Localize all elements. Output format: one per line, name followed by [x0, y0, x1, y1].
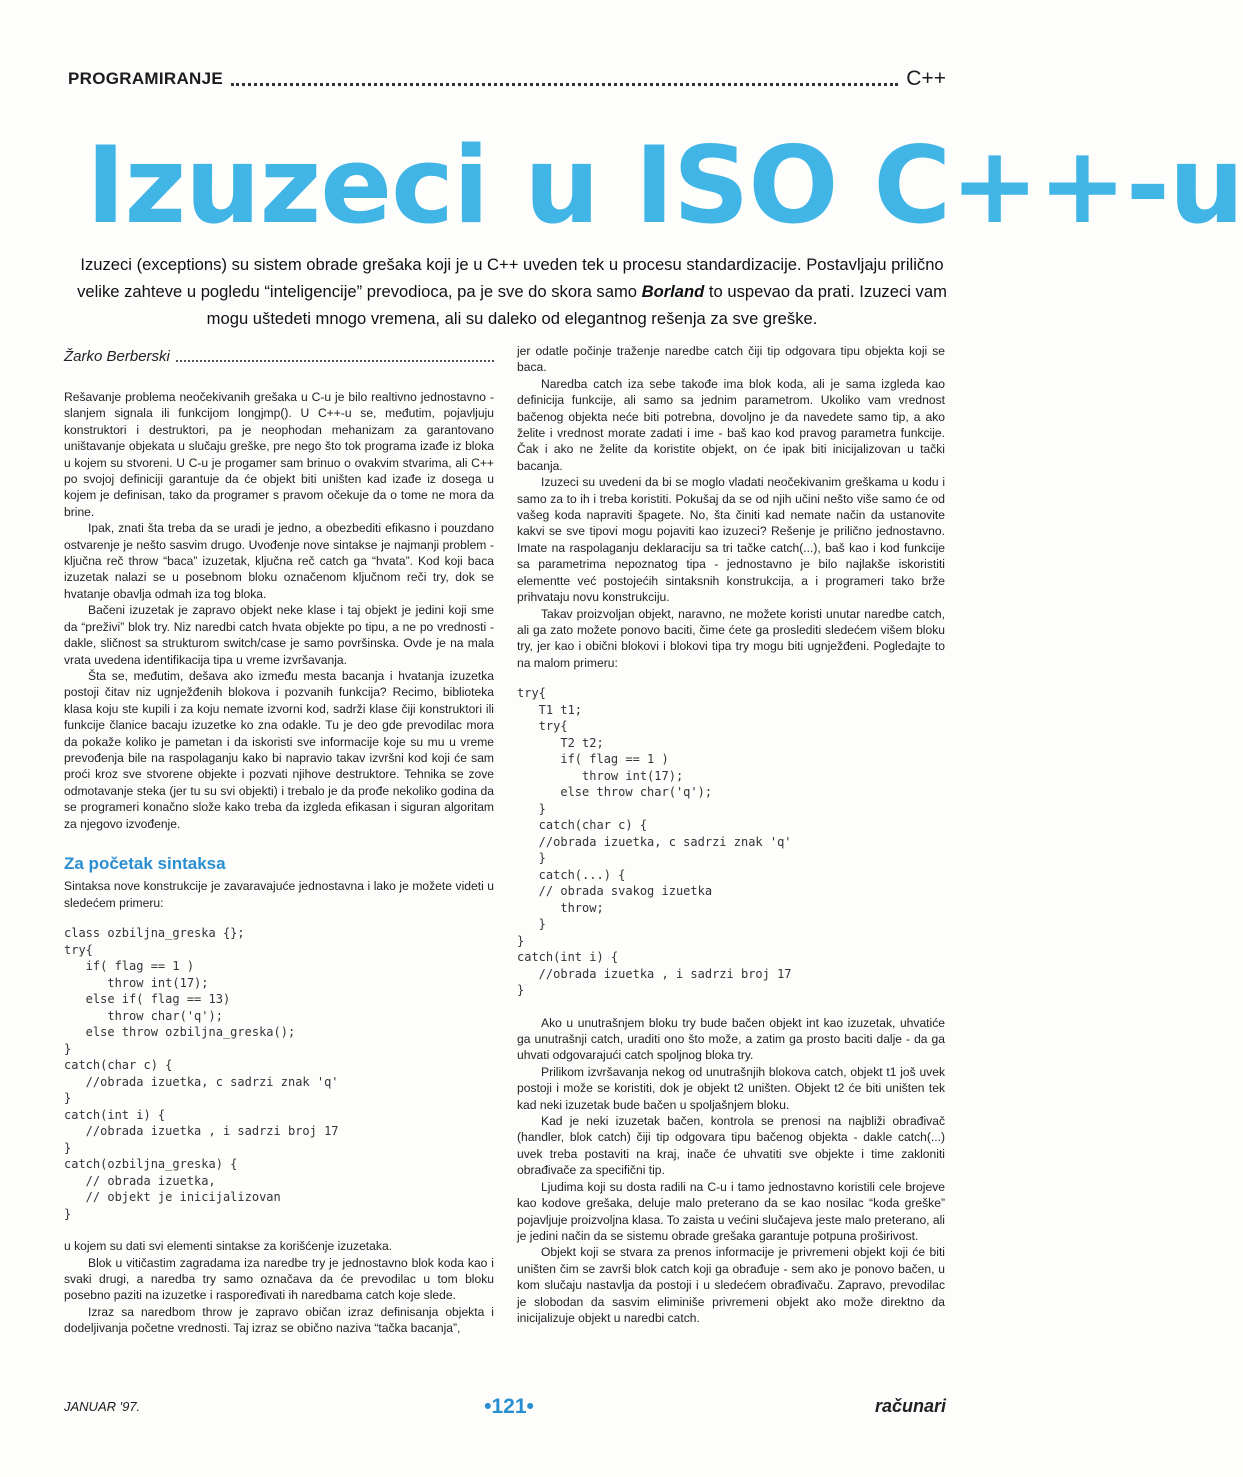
magazine-logo: računari	[874, 1396, 946, 1416]
lead-part-2: to uspevao da prati. Izuzeci vam mogu uštedeti mnogo vremena, ali su daleko od elegantnog rešenja za sve greške.	[206, 282, 947, 328]
lead-emphasis: Borland	[641, 282, 705, 301]
paragraph: Šta se, međutim, dešava ako između mesta bacanja i hvatanja izuzetka postoji čitav niz ugnježđenih blokova i pozvanih funkcija? Recimo, biblioteka klasa koju ste kupili i za koju nemate izvorni kod, sadrži klase čiji konstruktori ili funkcije članice bacaju izuzetke ko zna odakle. Tu je deo gde prevodilac mora da pokaže koliko je pametan i da iskoristi sve informacije koje su mu u vreme prevođenja bile na raspolaganju kako bi napravio takav izvršni kod koji će sam proći kroz sve stvorene objekte i pozvati njihove destruktore. Tehnika se zove odmotavanje steka (jer tu su svi objekti) i trebalo je da prođe nekoliko godina da se programeri konačno slože kako treba da izgleda efikasan i siguran algoritam za njegovo izvođenje.	[64, 668, 494, 831]
paragraph: Objekt koji se stvara za prenos informacije je privremeni objekt koji će biti uništen čim se završi blok catch koji ga obrađuje - sem ako je ponovo bačen, u kom slučaju nastavlja da postoji i u sledećem obrađivaču. Zapravo, prevodilac je slobodan da sasvim eliminiše privremeni objekt ako može direktno da inicijalizuje objekt u naredbi catch.	[517, 1245, 945, 1325]
issue-date: JANUAR '97.	[64, 1399, 141, 1414]
article-title: Izuzeci u ISO C++-u	[86, 124, 1243, 247]
page-number: •121•	[484, 1395, 534, 1418]
paragraph: Naredba catch iza sebe takođe ima blok koda, ali je sama izgleda kao definicija funkcije, ali samo sa jednim parametrom. Ukoliko vam vrednost bačenog objekta neće biti potrebna, dovoljno je da navedete samo tip, a ako želite i vrednost morate zadati i ime - baš kao kod pravog parametra funkcije. Čak i ako ne želite da koristite objekt, on će ipak biti inicijalizovan u tački bacanja.	[517, 376, 945, 473]
byline	[64, 343, 494, 365]
article-lead	[70, 251, 954, 332]
paragraph: Prilikom izvršavanja nekog od unutrašnjih blokova catch, objekt t1 još uvek postoji i može se koristiti, dok je objekt t2 uništen. Objekt t2 će biti uništen tek kad neki izuzetak bude bačen u spoljašnjem bloku.	[517, 1064, 945, 1112]
paragraph: Kad je neki izuzetak bačen, kontrola se prenosi na najbliži obrađivač (handler, blok catch) čiji tip odgovara tipu bačenog objekta - dakle catch(...) uvek treba postaviti na kraj, inače će uhvatiti sve objekte i time zakloniti obrađivače za specifični tip.	[517, 1114, 945, 1178]
code-listing-1: class ozbiljna_greska {}; try{ if( flag == 1 ) throw int(17); else if( flag == 13) throw char('q'); else throw ozbiljna_greska(); } catch(char c) { //obrada izuetka, c sadrzi znak 'q' } catch(int i) { //obrada izuetka , i sadrzi broj 17 } catch(ozbiljna_greska) { // obrada izuetka, // objekt je inicijalizovan }	[64, 926, 339, 1221]
section-name: PROGRAMIRANJE	[68, 69, 224, 88]
paragraph: Bačeni izuzetak je zapravo objekt neke klase i taj objekt je jedini koji sme da “preživi” blok try. Niz naredbi catch hvata objekte po tipu, a ne po vrednosti - dakle, sličnost sa strukturom switch/case je samo površinska. Ovde je na mala vrata uvedena identifikacija tipa u vreme izvršavanja.	[64, 603, 494, 667]
header-language: C++	[906, 67, 946, 90]
header-dot-leader	[231, 73, 898, 86]
paragraph: Takav proizvoljan objekt, naravno, ne možete koristi unutar naredbe catch, ali ga zato možete ponovo baciti, čime ćete ga proslediti sledećem višem bloku try, jer kao i obični blokovi i blokovi tipa try mogu biti ugnježđeni. Pogledajte to na malom primeru:	[517, 606, 945, 670]
paragraph: Izuzeci su uvedeni da bi se moglo vladati neočekivanim greškama u kodu i samo za to ih i treba koristiti. Pokušaj da se od njih učini nešto više samo će od vašeg koda napraviti špagete. No, šta činiti kad nemate način da ustanovite kakvi se sve tipovi mogu pojaviti kao izuzeci? Rešenje je prilično jednostavno. Imate na raspolaganju deklaraciju sa tri tačke catch(...), baš kao i kod funkcije sa parametrima nepoznatog tipa - jednostavno je bilo najlakše iskoristiti elementte već postojećih sintaksnih konstrukcija, a i programeri tako brže prihvataju novu konstrukciju.	[517, 475, 945, 605]
paragraph: Ipak, znati šta treba da se uradi je jedno, a obezbediti efikasno i pouzdano ostvarenje je nešto sasvim drugo. Uvođenje nove sintakse je najmanji problem - ključna reč throw “baca” izuzetak, ključna reč catch ga “hvata”. Kod koji baca izuzetak nalazi se u posebnom bloku označenom ključnom reči try, dok se hvatanje obavlja odmah iza tog bloka.	[64, 521, 494, 601]
code-listing-2: try{ T1 t1; try{ T2 t2; if( flag == 1 ) throw int(17); else throw char('q'); } catch(char c) { //obrada izuetka, c sadrzi znak 'q' } catch(...) { // obrada svakog izuetka throw; } } catch(int i) { //obrada izuetka , i sadrzi broj 17 }	[517, 686, 792, 998]
paragraph: Izraz sa naredbom throw je zapravo običan izraz definisanja objekta i dodeljivanja početne vrednosti. Taj izraz se obično naziva “tačka bacanja”,	[64, 1304, 494, 1336]
left-column	[64, 343, 494, 1337]
paragraph: Rešavanje problema neočekivanih grešaka u C-u je bilo realtivno jednostavno - slanjem signala ili funkcijom longjmp(). U C++-u se, međutim, pojavljuju konstruktori i destruktori, pa je neophodan mehanizam za garantovano uništavanje objekata u slučaju greške, pre nego što tok programa izađe iz bloka u kojem su stvoreni. U C-u je progamer sam brinuo o ovakvim stvarima, ali C++ po svojoj definiciji garantuje da će objekt biti uništen kad izađe iz dosega u kojem je definisan, tako da programer s pravom očekuje da o tome ne mora da brine.	[64, 390, 494, 519]
paragraph: Ljudima koji su dosta radili na C-u i tamo jednostavno koristili cele brojeve kao kodove grešaka, deluje malo preterano da se kao nosilac “koda greške” pojavljuje proizvoljna klasa. To zaista u većini slučajeva jeste malo preterano, ali je jedini način da se sistemu obrade grešaka garantuje potpuna proširivost.	[517, 1179, 945, 1243]
paragraph: Sintaksa nove konstrukcije je zavaravajuće jednostavna i lako je možete videti u sledećem primeru:	[64, 879, 494, 910]
lead-part-1: Izuzeci (exceptions) su sistem obrade grešaka koji je u C++ uveden tek u procesu standardizacije. Postavljaju prilično velike zahteve u pogledu “inteligencije” prevodioca, pa je sve do skora samo	[77, 255, 944, 301]
page-footer	[64, 1395, 946, 1425]
paragraph: Blok u vitičastim zagradama iza naredbe try je jednostavno blok koda kao i svaki drugi, a naredba try samo označava da će prevodilac u tom bloku posebno paziti na izuzetke i raspoređivati ih naredbama catch koje slede.	[64, 1255, 494, 1303]
right-column	[517, 343, 945, 1326]
paragraph: jer odatle počinje traženje naredbe catch čiji tip odgovara tipu objekta koji se baca.	[517, 344, 945, 375]
byline-dot-leader	[176, 354, 494, 362]
author: Žarko Berberski	[64, 347, 170, 365]
paragraph: u kojem su dati svi elementi sintakse za korišćenje izuzetaka.	[64, 1239, 393, 1254]
paragraph: Ako u unutrašnjem bloku try bude bačen objekt int kao izuzetak, uhvatiće ga unutrašnji catch, uraditi ono što može, a zatim ga prosto baciti dalje - da ga uhvati odgovarajući catch spoljnog bloka try.	[517, 1015, 945, 1063]
running-header	[68, 64, 946, 94]
section-heading: Za početak sintaksa	[64, 853, 226, 873]
